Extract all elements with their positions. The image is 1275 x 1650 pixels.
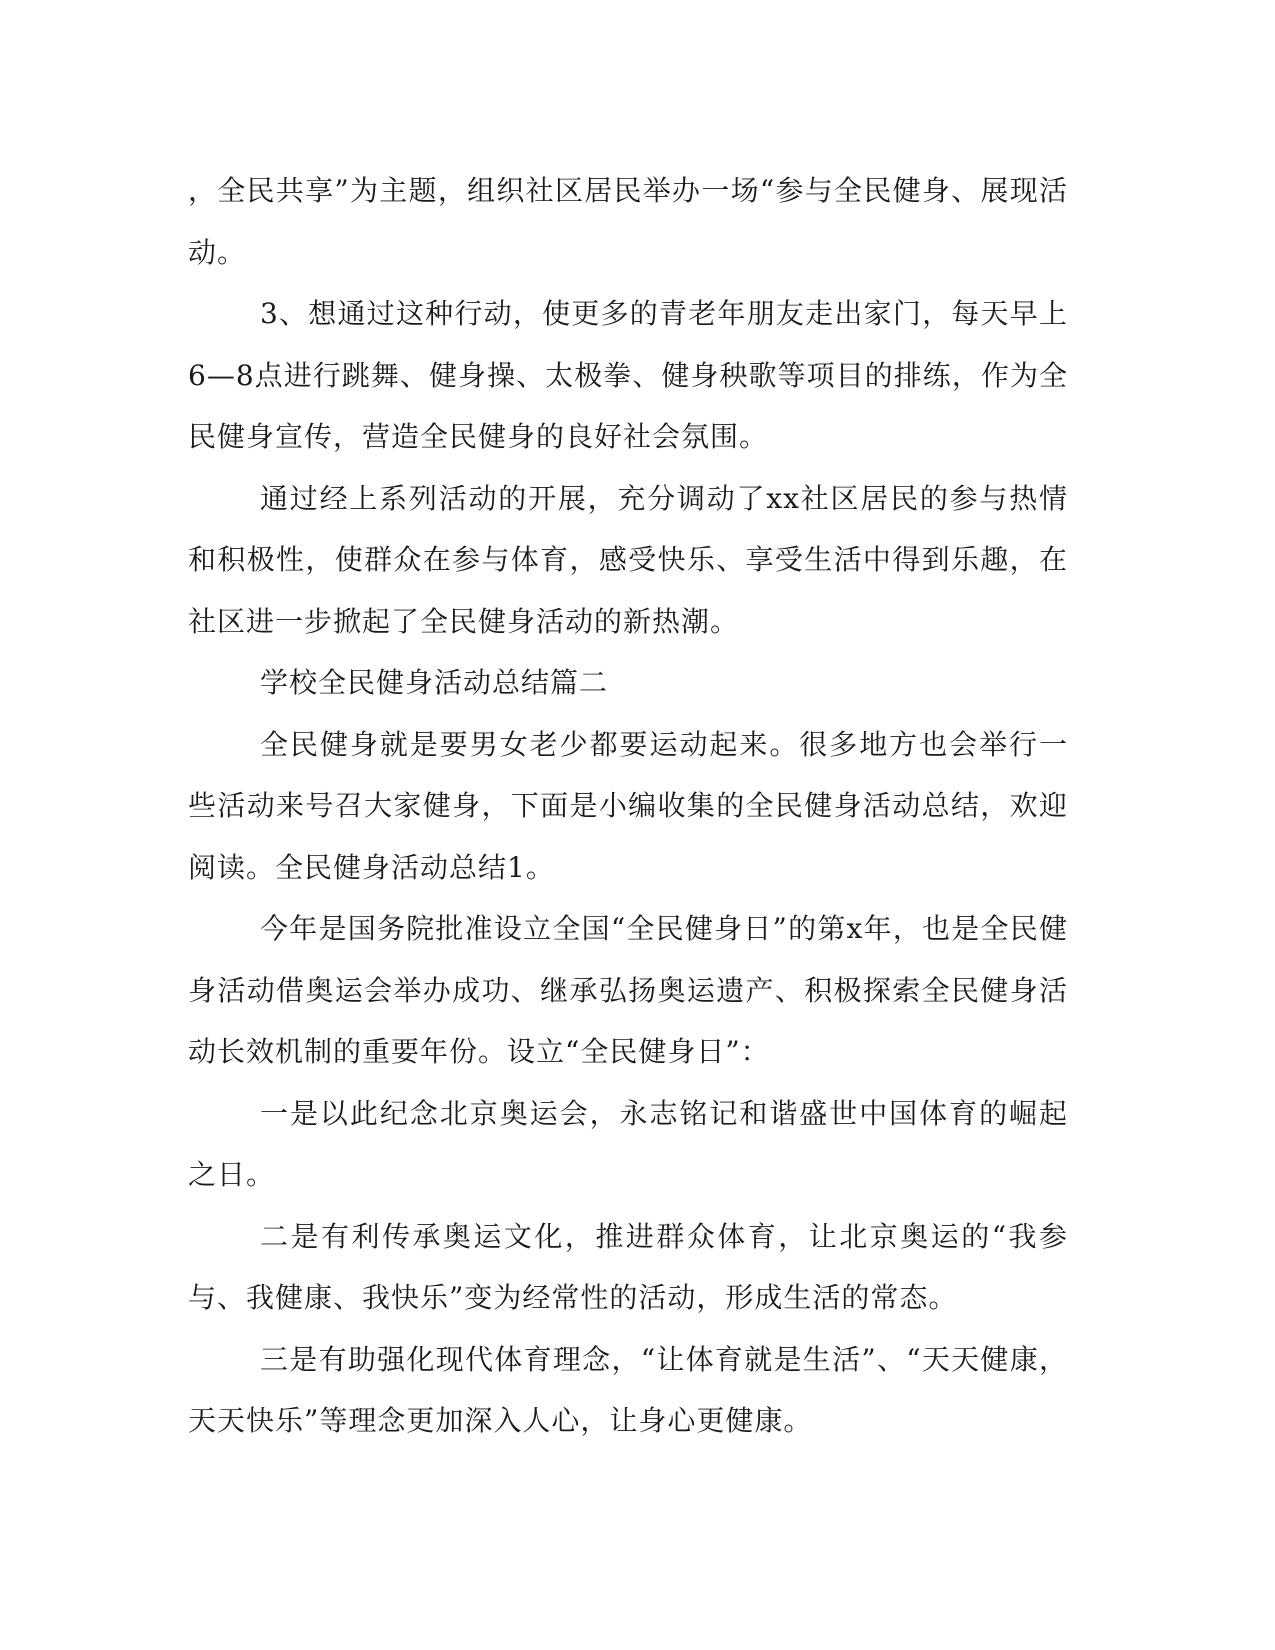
paragraph-2: 3、想通过这种行动，使更多的青老年朋友走出家门，每天早上6—8点进行跳舞、健身操、太极拳、健身秧歌等项目的排练，作为全民健身宣传，营造全民健身的良好社会氛围。 xyxy=(188,297,1068,453)
paragraph-5: 全民健身就是要男女老少都要运动起来。很多地方也会举行一些活动来号召大家健身，下面是小编收集的全民健身活动总结，欢迎阅读。全民健身活动总结1。 xyxy=(188,727,1068,884)
paragraph-8: 二是有利传承奥运文化，推进群众体育，让北京奥运的“我参与、我健康、我快乐”变为经常性的活动，形成生活的常态。 xyxy=(188,1219,1068,1314)
paragraph-9: 三是有助强化现代体育理念，“让体育就是生活”、“天天健康，天天快乐”等理念更加深入人心，让身心更健康。 xyxy=(188,1342,1068,1437)
paragraph-3: 通过经上系列活动的开展，充分调动了xx社区居民的参与热情和积极性，使群众在参与体育，感受快乐、享受生活中得到乐趣，在社区进一步掀起了全民健身活动的新热潮。 xyxy=(188,481,1068,638)
paragraph-1: ，全民共享”为主题，组织社区居民举办一场“参与全民健身、展现活动。 xyxy=(188,174,1068,269)
document-body xyxy=(188,160,1068,1452)
section-heading: 学校全民健身活动总结篇二 xyxy=(260,666,609,699)
paragraph-6: 今年是国务院批准设立全国“全民健身日”的第x年，也是全民健身活动借奥运会举办成功、继承弘扬奥运遗产、积极探索全民健身活动长效机制的重要年份。设立“全民健身日”： xyxy=(188,912,1068,1068)
paragraph-7: 一是以此纪念北京奥运会，永志铭记和谐盛世中国体育的崛起之日。 xyxy=(188,1096,1068,1191)
